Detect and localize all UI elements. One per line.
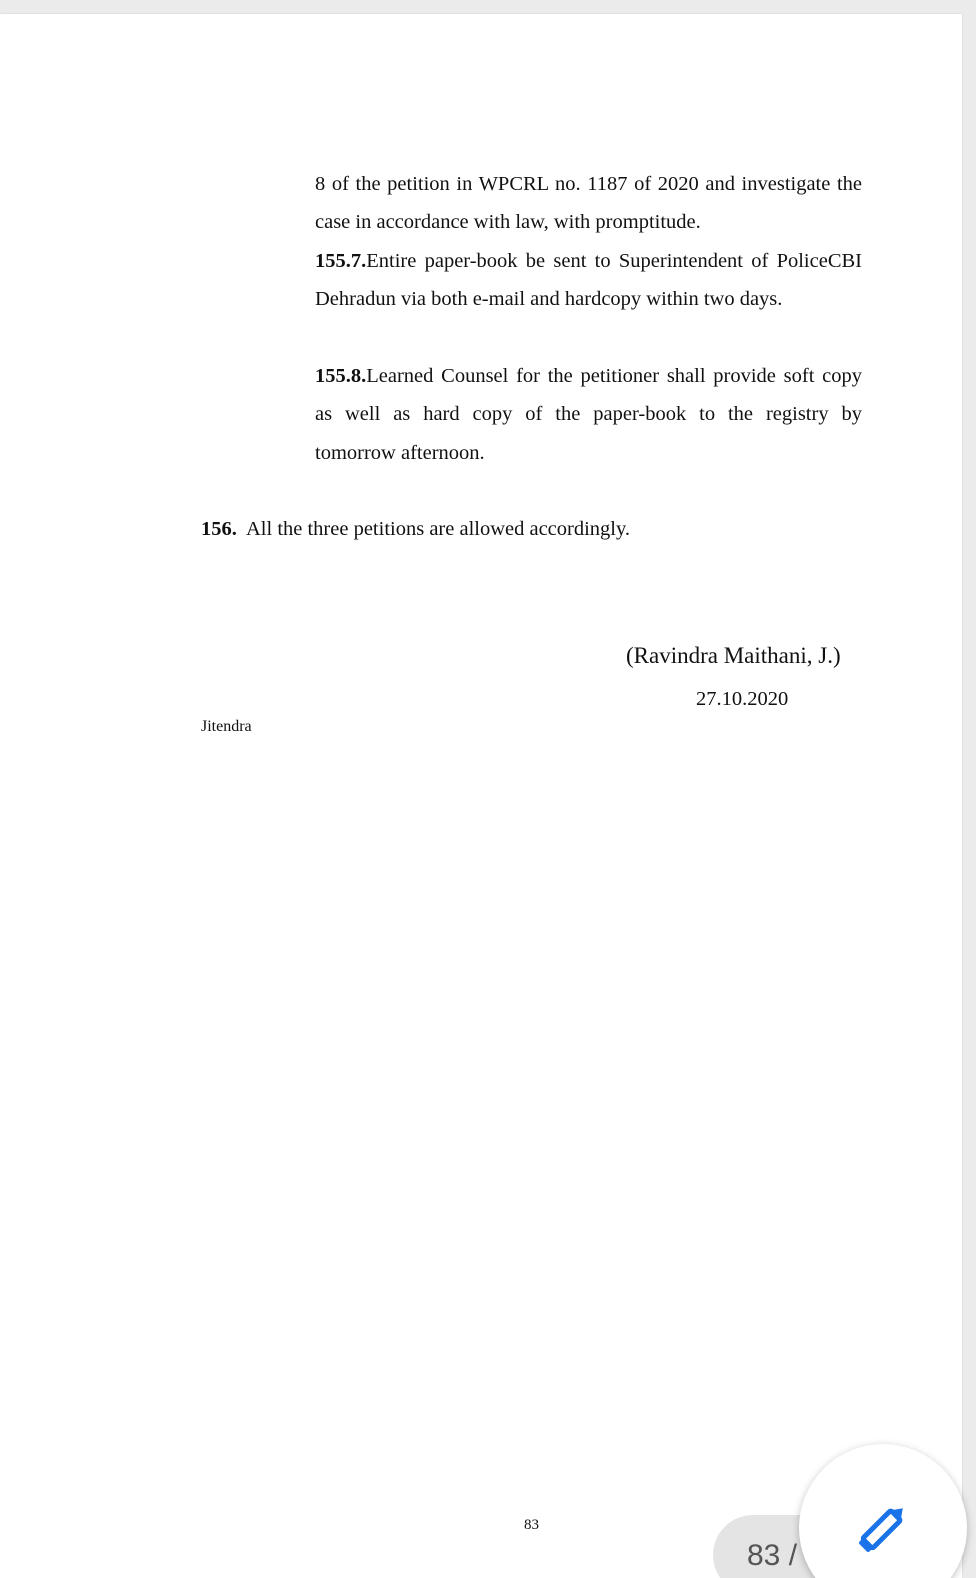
pencil-icon (851, 1496, 915, 1560)
paragraph-number: 156. (201, 518, 237, 540)
paragraph-155-6-continued (315, 165, 862, 242)
paragraph-text: Entire paper-book be sent to Superintendent of PoliceCBI Dehradun via both e-mail and hardcopy within two days. (315, 250, 862, 311)
judge-signature: (Ravindra Maithani, J.) (626, 643, 841, 668)
paragraph-156 (201, 510, 630, 548)
author-initials: Jitendra (201, 718, 252, 735)
paragraph-body (315, 242, 862, 319)
paragraph-155-7 (315, 242, 862, 319)
paragraph-text: Learned Counsel for the petitioner shall provide soft copy as well as hard copy of the paper-book to the registry by tomorrow afternoon. (315, 365, 862, 464)
paragraph-155-8 (315, 357, 862, 472)
judgment-date: 27.10.2020 (696, 688, 789, 710)
paragraph-number: 155.8. (315, 365, 367, 387)
paragraph-number: 155.7. (315, 250, 367, 272)
page-number: 83 (524, 1517, 539, 1533)
paragraph-text: All the three petitions are allowed accordingly. (246, 518, 631, 540)
paragraph-body (315, 357, 862, 472)
paragraph-text: 8 of the petition in WPCRL no. 1187 of 2020 and investigate the case in accordance with law, with promptitude. (315, 173, 862, 234)
page-indicator-text: 83 / (747, 1539, 798, 1572)
document-page (0, 14, 962, 1578)
